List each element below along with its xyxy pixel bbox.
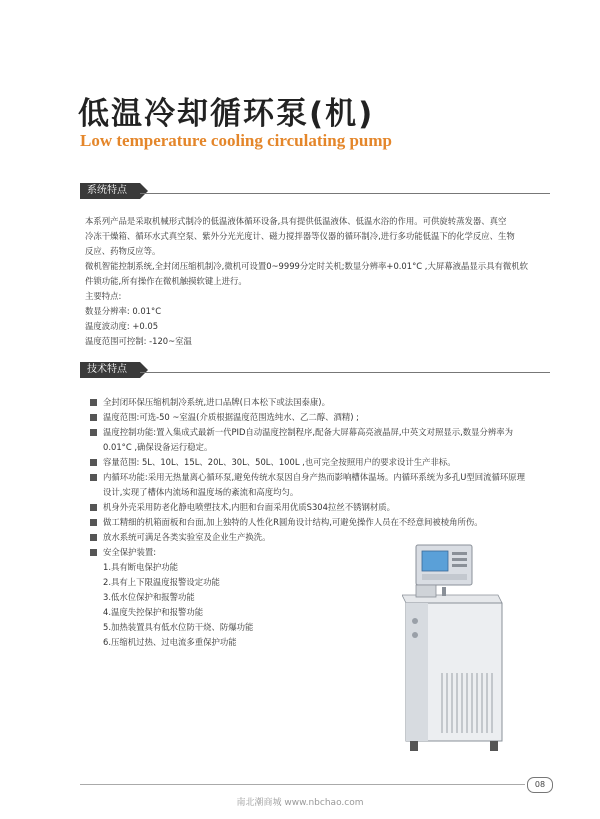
paragraph-line: 微机智能控制系统,全封闭压缩机制冷,微机可设置0~9999分定时关机;数显分辨率+0.01°C ,大屏幕液晶显示具有微机软	[85, 261, 528, 271]
bullet-square-icon	[90, 519, 97, 526]
paragraph-line: 温度波动度: +0.05	[85, 321, 159, 331]
section-header-tech-features	[80, 362, 550, 378]
bullet-square-icon	[90, 534, 97, 541]
protection-item: 4.温度失控保护和报警功能	[103, 607, 204, 617]
list-item-continuation: 0.01°C ,确保设备运行稳定。	[103, 442, 213, 452]
paragraph-line: 件锁功能,所有操作在微机触摸软键上进行。	[85, 276, 247, 286]
list-item-continuation: 设计,实现了槽体内流场和温度场的紊流和高度均匀。	[103, 487, 299, 497]
list-item: 机身外壳采用防老化静电喷塑技术,内胆和台面采用优质S304拉丝不锈钢材质。	[90, 500, 550, 515]
paragraph-line: 反应、药物反应等。	[85, 246, 161, 256]
page-number: 08	[527, 777, 553, 793]
bullet-square-icon	[90, 549, 97, 556]
list-item: 做工精细的机箱面板和台面,加上独特的人性化R圆角设计结构,可避免操作人员在不经意间被棱角所伤。	[90, 515, 550, 530]
bullet-square-icon	[90, 459, 97, 466]
section-label: 系统特点	[80, 183, 140, 199]
protection-item: 2.具有上下限温度报警设定功能	[103, 577, 220, 587]
system-features-text	[85, 214, 545, 349]
footer-watermark: 南北潮商城 www.nbchao.com	[236, 798, 364, 808]
page-title-en: Low temperature cooling circulating pump	[80, 131, 392, 150]
protection-item: 6.压缩机过热、过电流多重保护功能	[103, 637, 237, 647]
product-image	[402, 543, 504, 753]
paragraph-line: 本系列产品是采取机械形式制冷的低温液体循环设备,具有提供低温液体、低温水浴的作用。可供旋转蒸发器、真空	[85, 216, 507, 226]
paragraph-line: 主要特点:	[85, 291, 122, 301]
protection-item: 5.加热装置具有低水位防干烧、防爆功能	[103, 622, 254, 632]
list-item: 放水系统可满足各类实验室及企业生产换洗。	[90, 530, 550, 545]
bullet-square-icon	[90, 504, 97, 511]
list-item: 温度控制功能:置入集成式最新一代PID自动温度控制程序,配备大屏幕高亮液晶屏,中英文对照显示,数显分辨率为	[90, 425, 550, 440]
divider	[140, 193, 550, 194]
bullet-square-icon	[90, 399, 97, 406]
list-item: 容量范围: 5L、10L、15L、20L、30L、50L、100L ,也可完全按照用户的要求设计生产非标。	[90, 455, 550, 470]
bullet-square-icon	[90, 429, 97, 436]
protection-item: 1.具有断电保护功能	[103, 562, 178, 572]
section-label: 技术特点	[80, 362, 140, 378]
page-title-cn: 低温冷却循环泵(机)	[78, 96, 375, 132]
paragraph-line: 冷冻干燥箱、循环水式真空泵、紫外分光光度计、磁力搅拌器等仪器的循环制冷,进行多功能低温下的化学反应、生物	[85, 231, 515, 241]
list-item: 内循环功能:采用无热量离心循环泵,避免传统水泵因自身产热而影响槽体温场。内循环系统为多孔U型回流循环原理	[90, 470, 550, 485]
list-item: 安全保护装置:	[90, 545, 550, 560]
paragraph-line: 数显分辨率: 0.01°C	[85, 306, 162, 316]
paragraph-line: 温度范围可控制: -120~室温	[85, 336, 192, 346]
footer-divider	[80, 784, 525, 785]
list-item: 温度范围:可选-50 ~室温(介质根据温度范围选纯水、乙二醇、酒精) ;	[90, 410, 550, 425]
section-header-system-features	[80, 183, 550, 199]
list-item: 全封闭环保压缩机制冷系统,进口品牌(日本松下或法国泰康)。	[90, 395, 550, 410]
bullet-square-icon	[90, 474, 97, 481]
divider	[140, 372, 550, 373]
bullet-square-icon	[90, 414, 97, 421]
protection-item: 3.低水位保护和报警功能	[103, 592, 195, 602]
